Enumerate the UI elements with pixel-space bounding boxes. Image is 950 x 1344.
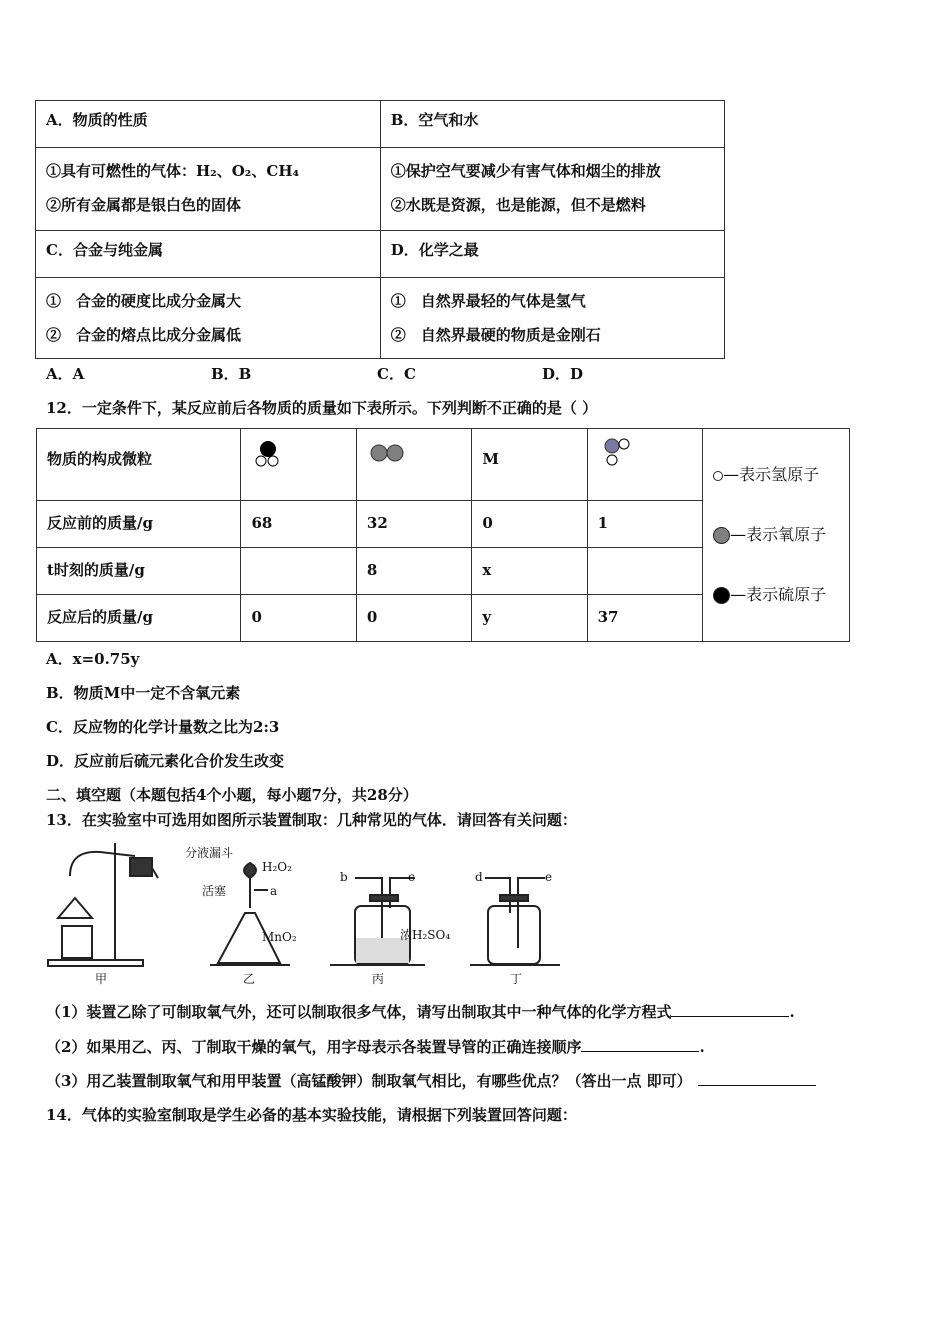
label-c: c	[408, 870, 415, 884]
label-funnel: 分液漏斗	[185, 846, 234, 860]
cell: 8	[356, 548, 471, 595]
cell-a-items	[36, 148, 381, 231]
label-valve: 活塞	[202, 884, 227, 898]
q11-option-b[interactable]: B．B	[211, 365, 252, 383]
label-a: a	[270, 884, 278, 898]
atom-legend	[703, 429, 850, 642]
label-ding: 丁	[510, 972, 523, 986]
cell: 1	[587, 501, 702, 548]
answer-blank-2[interactable]	[581, 1037, 699, 1052]
row-label: 反应后的质量/g	[37, 595, 241, 642]
c-item-2: ② 合金的熔点比成分金属低	[46, 326, 242, 344]
h2o-molecule-icon	[587, 429, 702, 501]
apparatus-diagram	[40, 838, 570, 988]
cell-d-items	[380, 278, 724, 359]
cell-b-items	[380, 148, 724, 231]
label-bing: 丙	[372, 972, 385, 986]
cell: 0	[472, 501, 587, 548]
label-h2so4: 浓H₂SO₄	[400, 928, 451, 942]
a-item-2: ②所有金属都是银白色的固体	[46, 196, 242, 214]
o2-molecule-icon	[356, 429, 471, 501]
label-h2o2: H₂O₂	[262, 860, 292, 874]
row-label: t时刻的质量/g	[37, 548, 241, 595]
cell-d-title: D．化学之最	[380, 231, 724, 278]
cell-c-items	[36, 278, 381, 359]
q13-stem: 13．在实验室中可选用如图所示装置制取：几种常见的气体．请回答有关问题：	[46, 811, 577, 829]
cell-b-title: B．空气和水	[380, 101, 724, 148]
row-label: 反应前的质量/g	[37, 501, 241, 548]
label-jia: 甲	[95, 972, 108, 986]
d-item-1: ① 自然界最轻的气体是氢气	[390, 292, 586, 310]
q11-option-a[interactable]: A．A	[46, 365, 85, 383]
q13-part-1: （1）装置乙除了可制取氧气外，还可以制取很多气体，请写出制取其中一种气体的化学方程式 .	[46, 1003, 795, 1021]
q14-stem: 14．气体的实验室制取是学生必备的基本实验技能，请根据下列装置回答问题：	[46, 1106, 577, 1124]
q12-option-b[interactable]: B．物质M中一定不含氧元素	[46, 684, 241, 702]
cell: 32	[356, 501, 471, 548]
cell-c-title: C．合金与纯金属	[36, 231, 381, 278]
legend-oxygen: —表示氧原子	[713, 505, 839, 565]
label-e: e	[545, 870, 553, 884]
cell: x	[472, 548, 587, 595]
cell: 68	[241, 501, 356, 548]
q13-part-3: （3）用乙装置制取氧气和用甲装置（高锰酸钾）制取氧气相比，有哪些优点？（答出一点 即可）	[46, 1070, 816, 1091]
q12-stem: 12．一定条件下，某反应前后各物质的质量如下表所示。下列判断不正确的是（ ）	[46, 399, 598, 417]
label-d: d	[475, 870, 483, 884]
cell-a-title: A．物质的性质	[36, 101, 381, 148]
cell: y	[472, 595, 587, 642]
answer-blank-1[interactable]	[671, 1002, 789, 1017]
section-title: 二、填空题（本题包括4个小题，每小题7分，共28分）	[46, 786, 418, 804]
legend-sulfur: —表示硫原子	[713, 565, 839, 625]
cell: 0	[356, 595, 471, 642]
b-item-2: ②水既是资源，也是能源，但不是燃料	[390, 196, 646, 214]
c-item-1: ① 合金的硬度比成分金属大	[46, 292, 242, 310]
legend-hydrogen: —表示氢原子	[713, 445, 839, 505]
q12-option-c[interactable]: C．反应物的化学计量数之比为2:3	[46, 718, 280, 736]
q11-option-c[interactable]: C．C	[377, 365, 416, 383]
label-mno2: MnO₂	[262, 930, 297, 944]
cell	[587, 548, 702, 595]
b-item-1: ①保护空气要减少有害气体和烟尘的排放	[390, 162, 661, 180]
a-item-1: ①具有可燃性的气体：H₂、O₂、CH₄	[46, 162, 300, 180]
label-b: b	[340, 870, 348, 884]
m-label: M	[472, 429, 587, 501]
q11-option-d[interactable]: D．D	[542, 365, 584, 383]
row-label: 物质的构成微粒	[37, 429, 241, 501]
label-yi: 乙	[243, 972, 256, 986]
q12-option-d[interactable]: D．反应前后硫元素化合价发生改变	[46, 752, 285, 770]
q13-part-2: （2）如果用乙、丙、丁制取干燥的氧气，用字母表示各装置导管的正确连接顺序 .	[46, 1038, 705, 1056]
answer-blank-3[interactable]	[698, 1071, 816, 1086]
h2s-molecule-icon	[241, 429, 356, 501]
q12-option-a[interactable]: A．x=0.75y	[46, 650, 140, 668]
q12-table	[36, 428, 850, 642]
d-item-2: ② 自然界最硬的物质是金刚石	[390, 326, 601, 344]
cell: 37	[587, 595, 702, 642]
cell: 0	[241, 595, 356, 642]
q11-table	[35, 100, 725, 359]
cell	[241, 548, 356, 595]
